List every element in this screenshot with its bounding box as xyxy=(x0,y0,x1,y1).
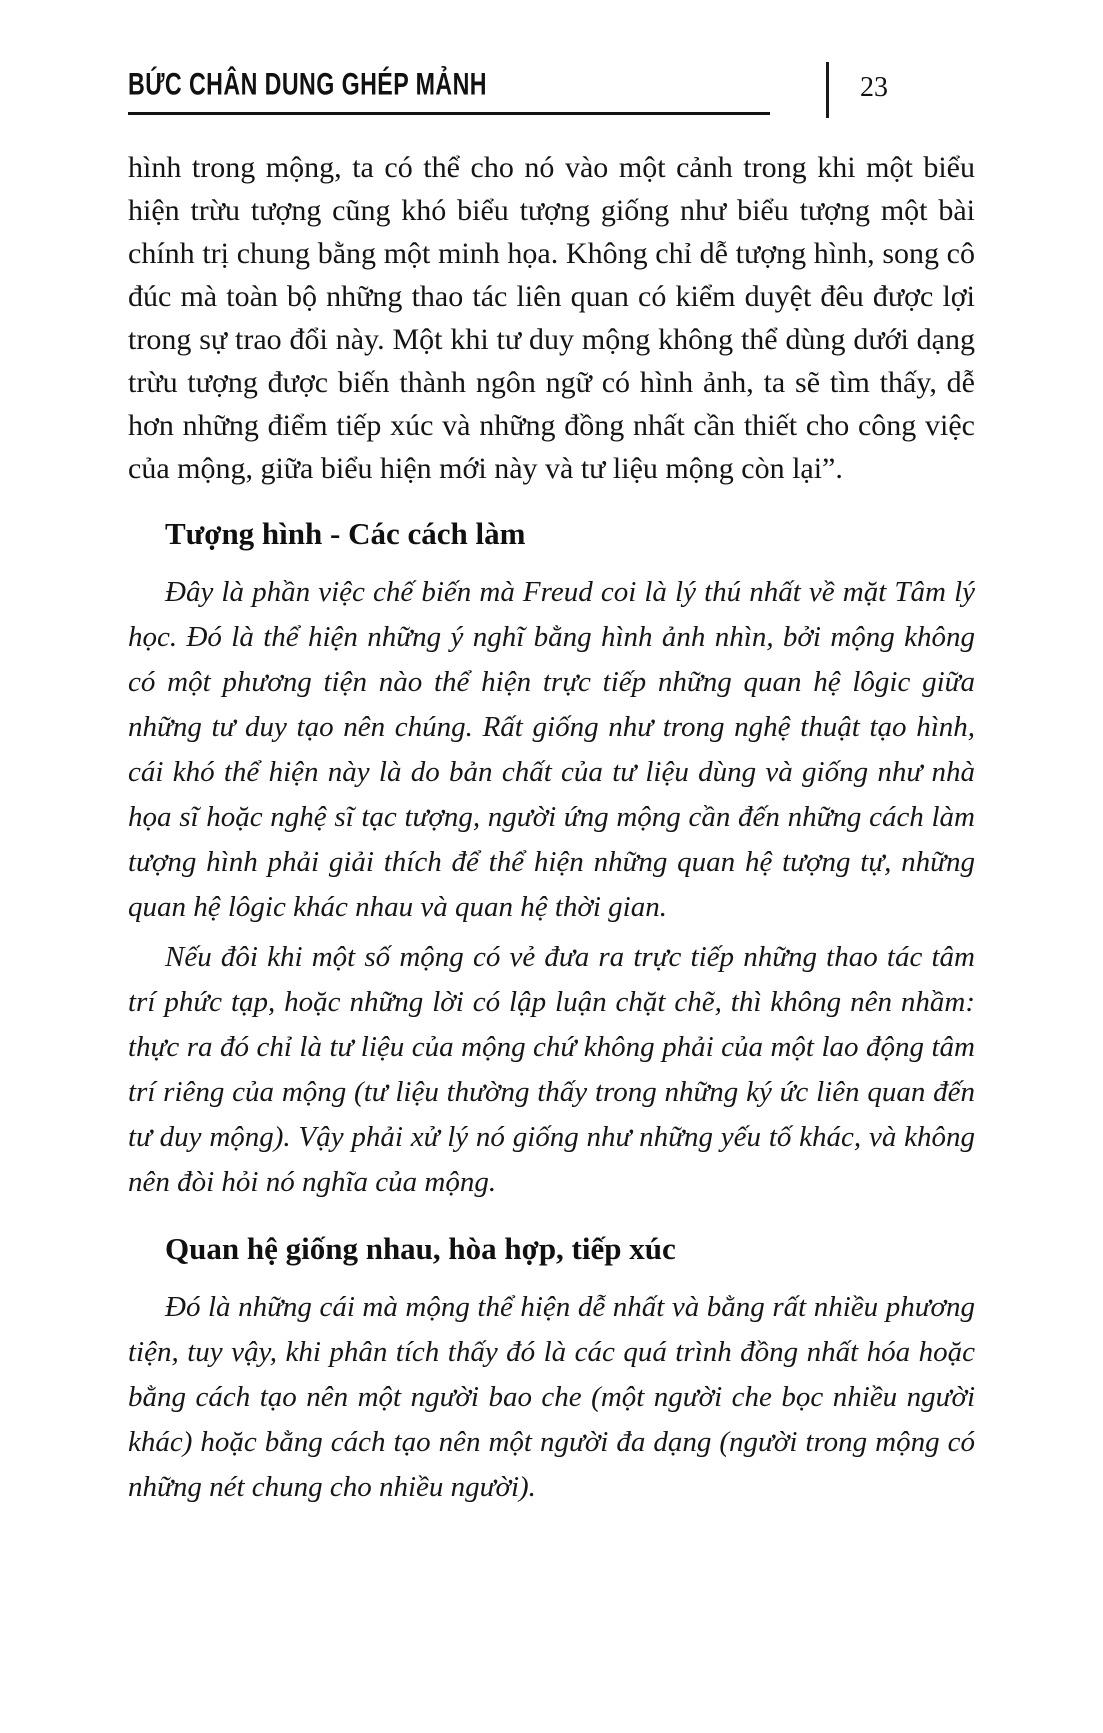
running-header xyxy=(0,0,1103,130)
page-content xyxy=(128,146,975,1510)
section-heading-imagery: Tượng hình - Các cách làm xyxy=(165,516,526,551)
imagery-paragraph-2: Nếu đôi khi một số mộng có vẻ đưa ra trực tiếp những thao tác tâm trí phức tạp, hoặc những lời có lập luận chặt chẽ, thì không nên nhầm: thực ra đó chỉ là tư liệu của mộng chứ không phải của một lao động tâm trí riêng của mộng (tư liệu thường thấy trong những ký ức liên quan đến tư duy mộng). Vậy phải xử lý nó giống như những yếu tố khác, và không nên đòi hỏi nó nghĩa của mộng. xyxy=(128,941,975,1198)
page-number: 23 xyxy=(860,72,888,103)
imagery-paragraph-1: Đây là phần việc chế biến mà Freud coi là lý thú nhất về mặt Tâm lý học. Đó là thể hiện những ý nghĩ bằng hình ảnh nhìn, bởi mộng không có một phương tiện nào thể hiện trực tiếp những quan hệ lôgic giữa những tư duy tạo nên chúng. Rất giống như trong nghệ thuật tạo hình, cái khó thể hiện này là do bản chất của tư liệu dùng và giống như nhà họa sĩ hoặc nghệ sĩ tạc tượng, người ứng mộng cần đến những cách làm tượng hình phải giải thích để thể hiện những quan hệ tượng tự, những quan hệ lôgic khác nhau và quan hệ thời gian. xyxy=(128,576,975,923)
opening-paragraph: hình trong mộng, ta có thể cho nó vào một cảnh trong khi một biểu hiện trừu tượng cũng khó biểu tượng giống như biểu tượng một bài chính trị chung bằng một minh họa. Không chỉ dễ tượng hình, song cô đúc mà toàn bộ những thao tác liên quan có kiểm duyệt đêu được lợi trong sự trao đổi này. Một khi tư duy mộng không thể dùng dưới dạng trừu tượng được biến thành ngôn ngữ có hình ảnh, ta sẽ tìm thấy, dễ hơn những điểm tiếp xúc và những đồng nhất cần thiết cho công việc của mộng, giữa biểu hiện mới này và tư liệu mộng còn lại”. xyxy=(128,151,975,485)
section-heading-relations: Quan hệ giống nhau, hòa hợp, tiếp xúc xyxy=(165,1231,676,1266)
header-divider xyxy=(826,62,829,118)
running-header-title: BỨC CHÂN DUNG GHÉP MẢNH xyxy=(128,66,487,102)
relations-paragraph: Đó là những cái mà mộng thể hiện dễ nhất và bằng rất nhiều phương tiện, tuy vậy, khi phân tích thấy đó là các quá trình đồng nhất hóa hoặc bằng cách tạo nên một người bao che (một người che bọc nhiều người khác) hoặc bằng cách tạo nên một người đa dạng (người trong mộng có những nét chung cho nhiều người). xyxy=(128,1291,975,1503)
header-rule xyxy=(128,112,770,115)
